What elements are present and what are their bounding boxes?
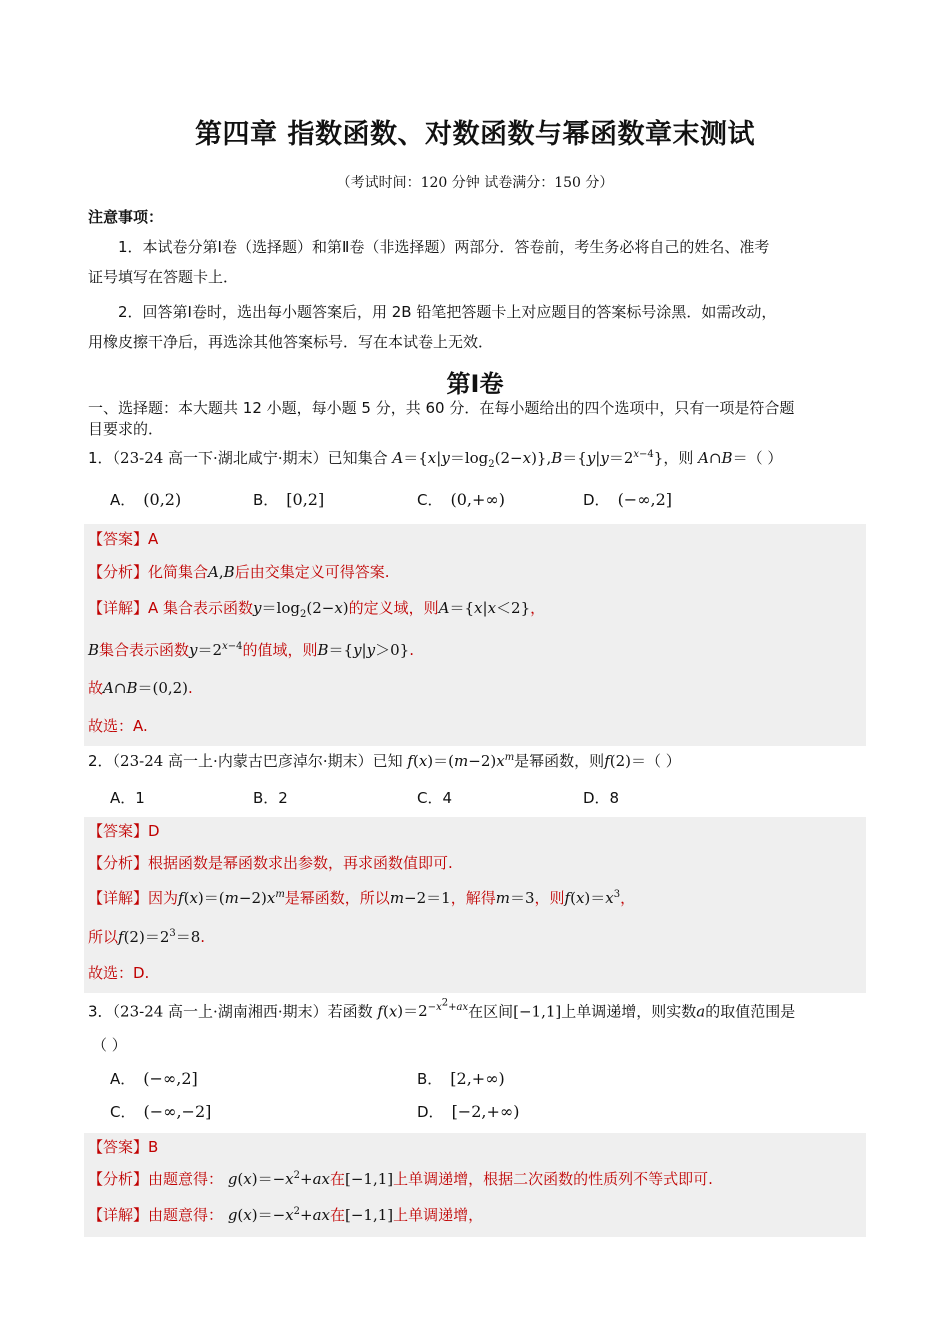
notice-heading: 注意事项： [88, 208, 164, 226]
q2-detail-line-2: 所以$f(2)=2^3=8$. [88, 928, 206, 946]
question-text: 若函数 [327, 1002, 373, 1021]
part-one-instructions [88, 398, 863, 440]
notice-item-2 [88, 297, 863, 357]
q3-analysis: 【分析】由题意得： $g(x)=-x^2+ax$在[−1,1]上单调递增，根据二次函数的性质列不等式即可. [88, 1170, 713, 1188]
question-text: 已知 [372, 752, 403, 770]
question-3-stem: 3．（23-24 高一上·湖南湘西·期末）若函数 $f(x)=2^{-x^2+ax}$在区间[−1,1]上单调递增，则实数a的取值范围是 [88, 998, 796, 1021]
q3-option-b: B． [2,+∞) [417, 1069, 505, 1088]
q3-answer: 【答案】B [88, 1138, 159, 1156]
question-number: 2． [88, 752, 113, 770]
question-text-2: 在区间 [468, 1002, 514, 1021]
q1-detail-line-2: B集合表示函数$y=2^{x-4}$的值域，则B＝{y|y＞0}. [88, 641, 414, 659]
question-text-3: 上单调递增，则实数 [561, 1002, 697, 1021]
q2-option-a: A．1 [110, 789, 145, 807]
q2-option-b: B．2 [253, 789, 288, 807]
question-text-2: ，则 [663, 449, 694, 467]
q1-option-a: A． (0,2) [110, 490, 182, 509]
q1-option-c: C． (0,+∞) [417, 490, 505, 509]
q2-choice: 故选：D. [88, 964, 150, 982]
answer-blank: （ ） [646, 752, 681, 770]
q1-answer: 【答案】A [88, 530, 159, 548]
q1-detail-line-1: 【详解】A 集合表示函数$y=\log_2(2-x)$的定义域，则A＝{x|x＜2}， [88, 599, 546, 620]
question-source: （23-24 高一下·湖北咸宁·期末） [112, 449, 328, 467]
question-text-2: 是幂函数，则 [514, 752, 605, 770]
answer-blank: （ ） [747, 449, 783, 467]
q3-detail: 【详解】由题意得： $g(x)=-x^2+ax$在[−1,1]上单调递增， [88, 1206, 484, 1224]
page-title: 第四章 指数函数、对数函数与幂函数章末测试 [195, 119, 755, 150]
formula: A [392, 449, 404, 467]
question-source: （23-24 高一上·内蒙古巴彦淖尔·期末） [112, 752, 373, 770]
q2-detail-line-1: 【详解】因为$f(x)=(m-2)x^m$是幂函数，所以m−2＝1，解得m＝3，则$f(x)=x^3$， [88, 889, 636, 907]
q2-analysis: 【分析】根据函数是幂函数求出参数，再求函数值即可. [88, 854, 453, 872]
section-title: 第Ⅰ卷 [446, 370, 504, 398]
question-text: 已知集合 [327, 449, 388, 467]
notice-item-2-line-1: 2．回答第Ⅰ卷时，选出每小题答案后，用 2B 铅笔把答题卡上对应题目的答案标号涂黑．如需改动， [118, 303, 777, 321]
q1-solution-box [84, 524, 866, 746]
q1-option-d: D． (−∞,2] [583, 490, 673, 509]
part-one-line-1: 一、选择题：本大题共 12 小题，每小题 5 分，共 60 分．在每小题给出的四个选项中，只有一项是符合题 [88, 399, 795, 417]
q2-answer: 【答案】D [88, 822, 160, 840]
question-1-stem: 1．（23-24 高一下·湖北咸宁·期末）已知集合 $A=\{x|y=\log_2(2-x)\},B=\{y|y=2^{x-4}\}$，则 A∩B＝（ ） [88, 449, 783, 470]
q3-blank: （ ） [92, 1036, 127, 1054]
q1-option-b: B． [0,2] [253, 490, 325, 509]
notice-item-1 [88, 232, 863, 292]
q3-option-a: A． (−∞,2] [110, 1069, 198, 1088]
question-2-stem: 2．（23-24 高一上·内蒙古巴彦淖尔·期末）已知 $f(x)=(m-2)x^m$是幂函数，则f(2)＝（ ） [88, 752, 681, 770]
q2-option-c: C．4 [417, 789, 453, 807]
question-text-4: 的取值范围是 [705, 1002, 796, 1021]
q3-option-c: C． (−∞,−2] [110, 1102, 212, 1121]
q1-analysis: 【分析】化简集合A,B后由交集定义可得答案. [88, 563, 390, 581]
part-one-line-2: 目要求的． [88, 420, 164, 438]
q1-choice: 故选：A. [88, 717, 148, 735]
notice-item-1-line-2: 证号填写在答题卡上． [88, 268, 239, 286]
exam-info: （考试时间：120 分钟 试卷满分：150 分） [336, 175, 614, 191]
question-number: 1． [88, 449, 113, 467]
q2-option-d: D．8 [583, 789, 620, 807]
question-source: （23-24 高一上·湖南湘西·期末） [112, 1002, 328, 1021]
question-number: 3． [88, 1002, 113, 1021]
notice-item-2-line-2: 用橡皮擦干净后，再选涂其他答案标号．写在本试卷上无效． [88, 333, 494, 351]
q3-option-d: D． [−2,+∞) [417, 1102, 520, 1121]
q1-detail-line-3: 故A∩B＝(0,2). [88, 679, 193, 697]
notice-item-1-line-1: 1．本试卷分第Ⅰ卷（选择题）和第Ⅱ卷（非选择题）两部分．答卷前，考生务必将自己的姓名、准考 [118, 238, 770, 256]
